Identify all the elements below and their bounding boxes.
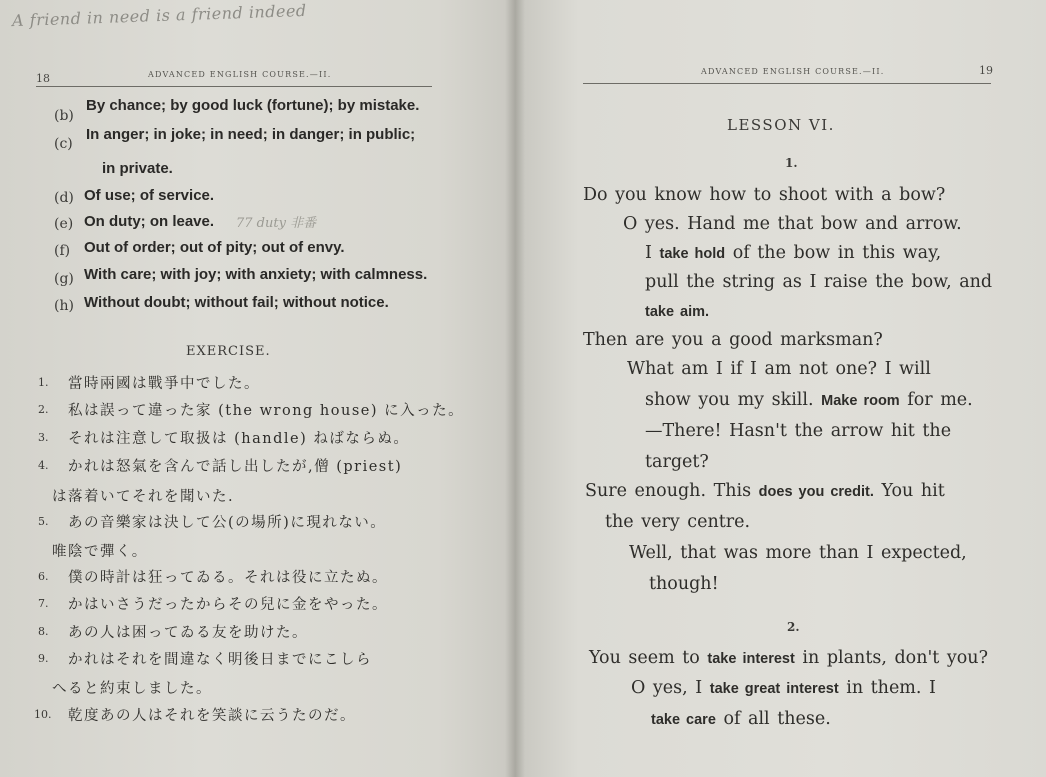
exercise-text-continued: へると約束しました。	[52, 681, 212, 697]
phrase-text: With care; with joy; with anxiety; with calmness.	[84, 266, 428, 283]
phrase-highlight: take care	[651, 712, 716, 728]
dialogue-line	[585, 481, 945, 501]
right-page-number: 19	[979, 64, 993, 77]
dialogue-line	[589, 648, 988, 668]
phrase-text: Of use; of service.	[84, 187, 215, 204]
dialogue-line: O yes. Hand me that bow and arrow.	[623, 214, 962, 234]
text-span: of all these.	[715, 709, 831, 729]
dialogue-line: What am I if I am not one? I will	[627, 359, 931, 379]
left-page-number: 18	[36, 72, 50, 85]
exercise-text: かれはそれを間違なく明後日までにこしら	[68, 652, 372, 668]
exercise-text: あの人は困ってゐる友を助けた。	[68, 625, 308, 641]
phrase-text: Out of order; out of pity; out of envy.	[84, 239, 345, 256]
dialogue-line: Do you know how to shoot with a bow?	[583, 185, 946, 205]
phrase-text: In anger; in joke; in need; in danger; in public;	[86, 126, 416, 143]
exercise-number: 10.	[34, 708, 52, 721]
exercise-number: 1.	[38, 376, 49, 389]
exercise-number: 8.	[38, 625, 49, 638]
phrase-highlight: take aim.	[645, 304, 710, 320]
handwritten-note: A friend in need is a friend indeed	[11, 0, 307, 31]
text-span: O yes, I	[631, 678, 710, 698]
exercise-number: 9.	[38, 652, 49, 665]
phrase-label: (h)	[54, 298, 74, 314]
phrase-label: (g)	[54, 271, 74, 287]
exercise-text: かれは怒氣を含んで話し出したが,僧 (priest)	[68, 459, 403, 475]
text-span: You seem to	[589, 648, 708, 668]
phrase-highlight: take hold	[659, 246, 726, 262]
exercise-text-continued: は落着いてそれを聞いた.	[52, 489, 235, 505]
dialogue-line: Then are you a good marksman?	[583, 330, 883, 350]
phrase-text: On duty; on leave.	[84, 213, 215, 230]
right-running-head: ADVANCED ENGLISH COURSE.—II.	[701, 67, 885, 76]
phrase-label: (e)	[54, 216, 74, 232]
phrase-label: (d)	[54, 190, 74, 206]
exercise-text: かはいさうだったからその兒に金をやった。	[68, 597, 388, 613]
book-gutter-shadow	[505, 0, 525, 777]
exercise-number: 5.	[38, 515, 49, 528]
text-span: for me.	[899, 390, 973, 410]
text-span: of the bow in this way,	[725, 243, 942, 263]
dialogue-line	[631, 678, 936, 698]
exercise-number: 6.	[38, 570, 49, 583]
text-span: in plants, don't you?	[794, 648, 988, 668]
text-span: in them. I	[838, 678, 936, 698]
exercise-text-continued: 唯陰で彈く。	[52, 544, 148, 560]
exercise-number: 3.	[38, 431, 49, 444]
section-number: 2.	[787, 620, 800, 634]
exercise-title: EXERCISE.	[186, 344, 271, 359]
phrase-highlight: take great interest	[709, 681, 839, 697]
text-span: show you my skill.	[645, 390, 822, 410]
dialogue-line: though!	[649, 574, 719, 594]
right-header-rule	[583, 83, 991, 84]
text-span: You hit	[873, 481, 945, 501]
exercise-number: 2.	[38, 403, 49, 416]
exercise-text: 僕の時計は狂ってゐる。それは役に立たぬ。	[68, 570, 388, 586]
phrase-text: By chance; by good luck (fortune); by mistake.	[86, 97, 420, 114]
right-page	[515, 0, 1046, 777]
exercise-text: 私は誤って違った家 (the wrong house) に入った。	[68, 403, 465, 419]
dialogue-line: target?	[645, 452, 709, 472]
exercise-number: 7.	[38, 597, 49, 610]
dialogue-line: Well, that was more than I expected,	[629, 543, 967, 563]
dialogue-line	[651, 709, 831, 729]
exercise-text: 乾度あの人はそれを笑談に云うたのだ。	[68, 708, 356, 724]
text-span: Sure enough. This	[585, 481, 759, 501]
dialogue-line	[645, 301, 709, 321]
phrase-highlight: take interest	[707, 651, 795, 667]
dialogue-line	[645, 243, 941, 263]
phrase-text: Without doubt; without fail; without notice.	[84, 294, 389, 311]
left-running-head: ADVANCED ENGLISH COURSE.—II.	[148, 70, 332, 79]
lesson-title: LESSON VI.	[727, 116, 835, 134]
exercise-number: 4.	[38, 459, 49, 472]
phrase-label: (c)	[54, 136, 73, 152]
text-span: I	[645, 243, 660, 263]
exercise-text: 當時兩國は戰爭中でした。	[68, 376, 260, 392]
pencil-annotation: 77 duty 非番	[236, 216, 317, 231]
left-header-rule	[36, 86, 432, 87]
dialogue-line: pull the string as I raise the bow, and	[645, 272, 993, 292]
left-page	[0, 0, 515, 777]
phrase-text-continued: in private.	[102, 160, 173, 177]
phrase-highlight: Make room	[821, 393, 900, 409]
phrase-highlight: does you credit.	[758, 484, 874, 500]
phrase-label: (b)	[54, 108, 74, 124]
exercise-text: あの音樂家は決して公(の場所)に現れない。	[68, 515, 387, 531]
dialogue-line	[645, 390, 973, 410]
dialogue-line: the very centre.	[605, 512, 751, 532]
section-number: 1.	[785, 156, 798, 170]
phrase-label: (f)	[54, 243, 71, 259]
dialogue-line: —There! Hasn't the arrow hit the	[645, 421, 952, 441]
exercise-text: それは注意して取扱は (handle) ねばならぬ。	[68, 431, 410, 447]
